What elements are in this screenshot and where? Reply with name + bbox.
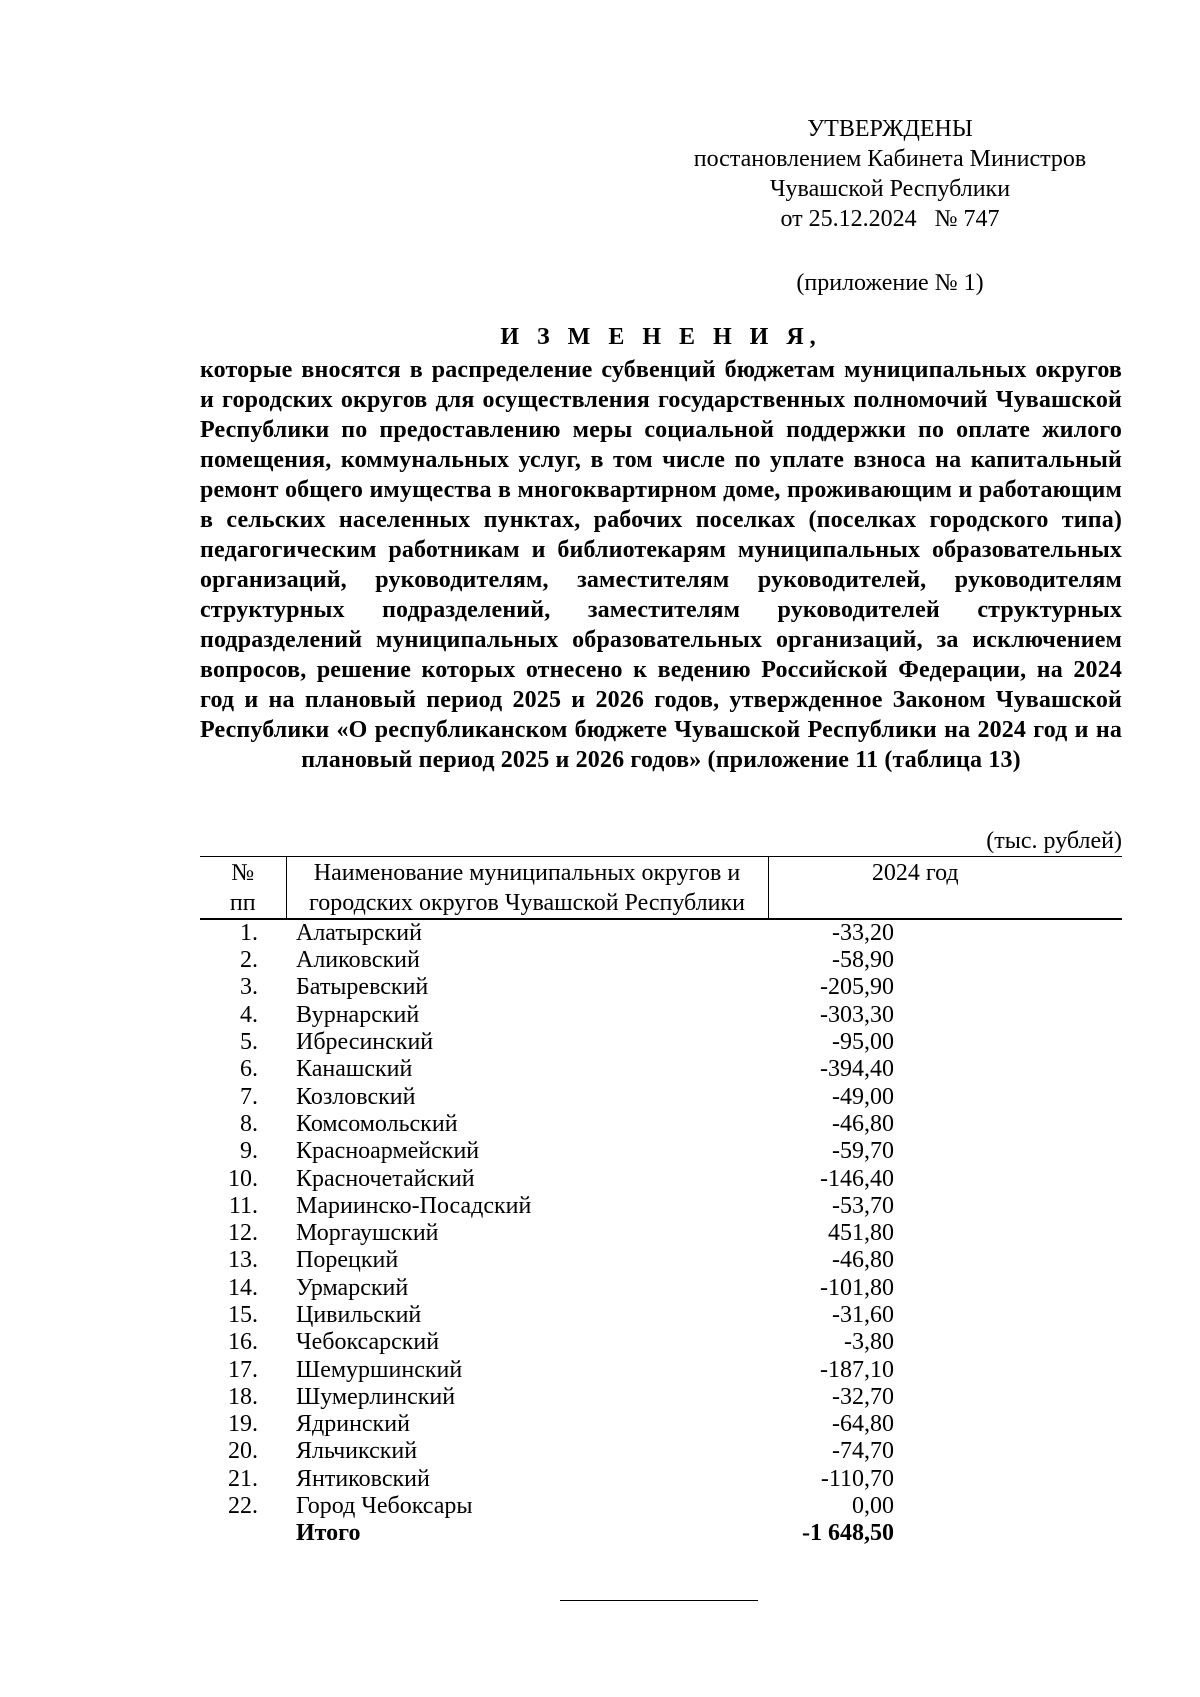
row-number: 1. <box>240 920 258 946</box>
row-name: Вурнарский <box>296 1001 420 1028</box>
header-name-line2: городских округов Чувашской Республики <box>309 890 745 916</box>
row-number: 4. <box>240 1001 258 1028</box>
row-name: Батыревский <box>296 974 429 1001</box>
row-value: -31,60 <box>832 1302 894 1328</box>
row-name: Чебоксарский <box>296 1329 440 1356</box>
table-row <box>200 1138 1122 1165</box>
row-value: -3,80 <box>844 1329 894 1356</box>
total-label: Итого <box>296 1520 361 1547</box>
table-row <box>200 1056 1122 1083</box>
annex-label: (приложение № 1) <box>796 270 984 296</box>
row-number: 3. <box>240 974 258 1001</box>
row-value: -64,80 <box>832 1411 894 1438</box>
row-value: -33,20 <box>832 920 894 946</box>
row-number: 8. <box>240 1110 258 1137</box>
row-value: -205,90 <box>820 974 894 1001</box>
table-row <box>200 1165 1122 1192</box>
approval-title: УТВЕРЖДЕНЫ <box>807 116 973 142</box>
table-row <box>200 1247 1122 1274</box>
row-number: 5. <box>240 1029 258 1056</box>
table-row <box>200 1275 1122 1302</box>
end-divider <box>560 1600 758 1601</box>
row-value: -58,90 <box>832 947 894 974</box>
header-name-line1: Наименование муниципальных округов и <box>313 860 741 886</box>
total-value: -1 648,50 <box>802 1520 894 1547</box>
row-value: -146,40 <box>820 1165 894 1192</box>
row-name: Город Чебоксары <box>296 1493 473 1520</box>
row-number: 10. <box>228 1165 258 1192</box>
row-name: Янтиковский <box>296 1465 430 1492</box>
table-row <box>200 919 1122 947</box>
header-number <box>200 857 286 920</box>
row-name: Яльчикский <box>296 1438 418 1465</box>
row-name: Алатырский <box>296 920 422 946</box>
table-row <box>200 1029 1122 1056</box>
table-row <box>200 1111 1122 1138</box>
table-row <box>200 1193 1122 1220</box>
header-name <box>286 857 768 920</box>
row-number: 16. <box>228 1329 258 1356</box>
row-number: 2. <box>240 947 258 974</box>
table-row <box>200 1384 1122 1411</box>
row-value: -394,40 <box>820 1056 894 1083</box>
row-value: -53,70 <box>832 1192 894 1219</box>
row-number: 12. <box>228 1220 258 1247</box>
row-name: Порецкий <box>296 1247 399 1274</box>
row-number: 17. <box>228 1356 258 1383</box>
row-number: 21. <box>228 1465 258 1492</box>
row-number: 9. <box>240 1138 258 1165</box>
row-number: 14. <box>228 1274 258 1301</box>
header-number-line2: пп <box>229 890 256 916</box>
row-number: 20. <box>228 1438 258 1465</box>
row-name: Комсомольский <box>296 1110 458 1137</box>
table-row <box>200 1438 1122 1465</box>
row-value: -49,00 <box>832 1083 894 1110</box>
row-name: Красночетайский <box>296 1165 475 1192</box>
row-number: 13. <box>228 1247 258 1274</box>
table-row <box>200 1493 1122 1520</box>
row-value: -46,80 <box>832 1110 894 1137</box>
header-year: 2024 год <box>768 857 1122 920</box>
row-value: -46,80 <box>832 1247 894 1274</box>
row-name: Ибресинский <box>296 1029 434 1056</box>
table-row <box>200 1002 1122 1029</box>
row-value: -59,70 <box>832 1138 894 1165</box>
row-number: 19. <box>228 1411 258 1438</box>
row-value: -32,70 <box>832 1383 894 1410</box>
table-row <box>200 1083 1122 1110</box>
table-row <box>200 1356 1122 1383</box>
row-name: Моргаушский <box>296 1220 439 1247</box>
table-row <box>200 1220 1122 1247</box>
table-header-row <box>200 857 1122 920</box>
row-value: -101,80 <box>820 1274 894 1301</box>
row-value: -74,70 <box>832 1438 894 1465</box>
table-row <box>200 974 1122 1001</box>
total-row <box>200 1520 1122 1547</box>
row-number: 6. <box>240 1056 258 1083</box>
row-number: 18. <box>228 1383 258 1410</box>
row-number: 22. <box>228 1493 258 1520</box>
row-name: Урмарский <box>296 1274 409 1301</box>
row-value: -303,30 <box>820 1001 894 1028</box>
approval-resolution: постановлением Кабинета Министров <box>693 146 1087 172</box>
table-row <box>200 1466 1122 1493</box>
header-number-line1: № <box>231 860 255 886</box>
row-name: Канашский <box>296 1056 413 1083</box>
row-name: Козловский <box>296 1083 416 1110</box>
row-value: 0,00 <box>852 1493 894 1520</box>
approval-block <box>660 114 1120 234</box>
row-name: Шемуршинский <box>296 1356 463 1383</box>
document-subheading: которые вносятся в распределение субвенций бюджетам муниципальных округов и городских округов для осуществления государственных полномочий Чувашской Республики по предоставлению меры социальной поддержки по оплате жилого помещения, коммунальных услуг, в том числе по уплате взноса на капитальный ремонт общего имущества в многоквартирном доме, проживающим и работающим в сельских населенных пунктах, рабочих поселках (поселках городского типа) педагогическим работникам и библиотекарям муниципальных образовательных организаций, руководителям, заместителям руководителей, руководителям структурных подразделений, заместителям руководителей структурных подразделений муниципальных образовательных организаций, за исключением вопросов, решение которых отнесено к ведению Российской Федерации, на 2024 год и на плановый период 2025 и 2026 годов, утвержденное Законом Чувашской Республики «О республиканском бюджете Чувашской Республики на 2024 год и на плановый период 2025 и 2026 годов» (приложение 11 (таблица 13) <box>200 357 1122 773</box>
approval-republic: Чувашской Республики <box>769 176 1011 202</box>
total-number <box>200 1520 286 1547</box>
row-number: 7. <box>240 1083 258 1110</box>
table-row <box>200 1411 1122 1438</box>
row-name: Шумерлинский <box>296 1383 456 1410</box>
table-row <box>200 1329 1122 1356</box>
row-value: -95,00 <box>832 1029 894 1056</box>
row-name: Ядринский <box>296 1411 410 1438</box>
approval-date-number: от 25.12.2024 № 747 <box>780 206 1000 232</box>
row-value: -110,70 <box>820 1465 894 1492</box>
row-name: Аликовский <box>296 947 420 974</box>
table-row <box>200 1302 1122 1329</box>
row-value: -187,10 <box>820 1356 894 1383</box>
row-value: 451,80 <box>828 1220 894 1247</box>
row-number: 15. <box>228 1302 258 1328</box>
document-heading: И З М Е Н Е Н И Я, <box>500 324 822 350</box>
row-name: Цивильский <box>296 1302 422 1328</box>
row-name: Красноармейский <box>296 1138 480 1165</box>
subvention-table <box>200 856 1122 1548</box>
table-row <box>200 947 1122 974</box>
row-name: Мариинско-Посадский <box>296 1192 532 1219</box>
row-number: 11. <box>228 1192 258 1219</box>
units-label: (тыс. рублей) <box>986 828 1122 854</box>
